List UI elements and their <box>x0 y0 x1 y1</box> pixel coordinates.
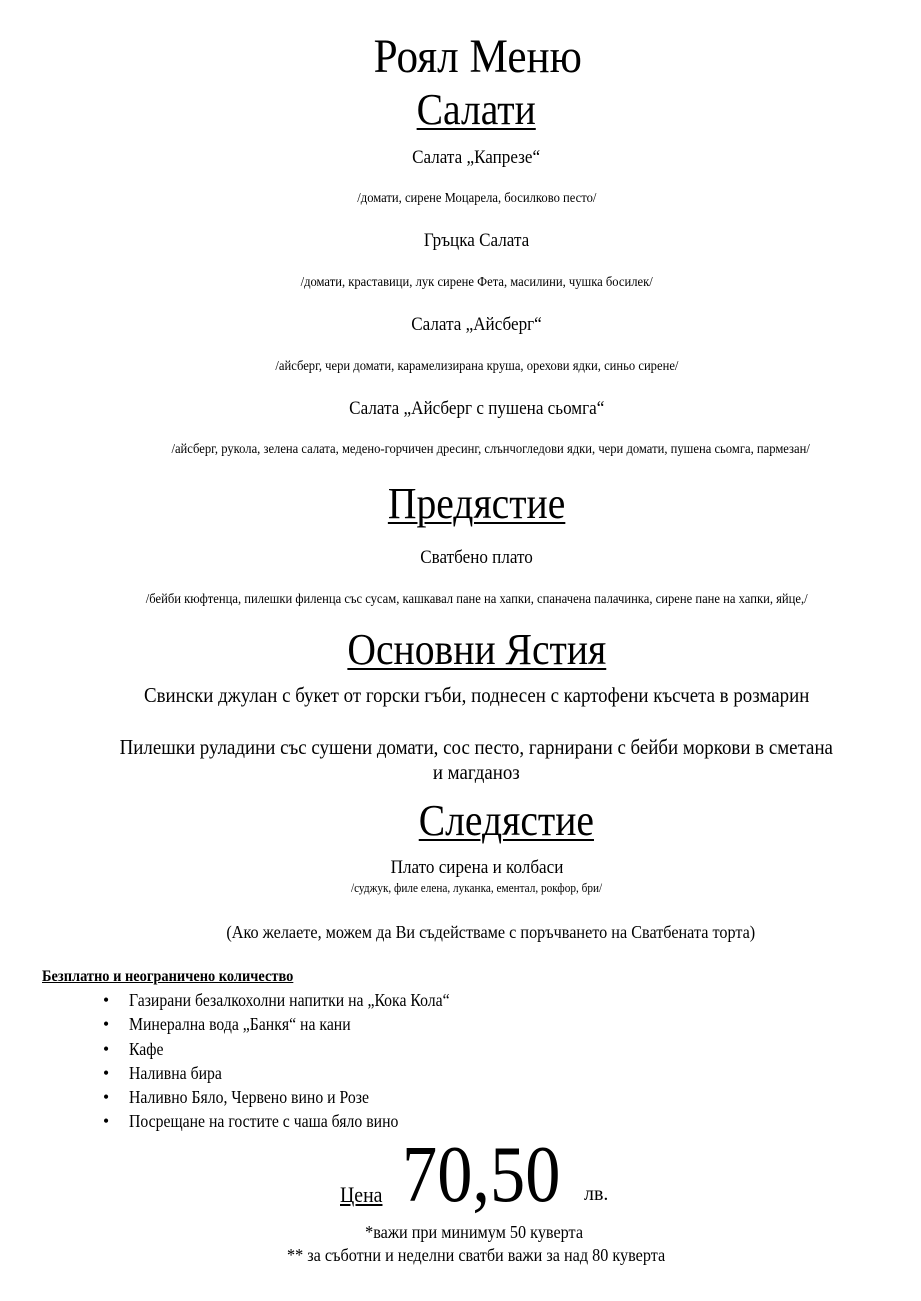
dish-name-continued: и магданоз <box>433 760 520 784</box>
section-heading-dessert: Следястие <box>418 796 595 845</box>
dish-ingredients: /домати, краставици, лук сирене Фета, масилини, чушка босилек/ <box>300 275 653 290</box>
bullet-icon: • <box>103 1014 110 1035</box>
dish-name: Салата „Айсберг“ <box>411 314 542 335</box>
section-heading-starter: Предястие <box>387 479 566 528</box>
dish-name: Свински джулан с букет от горски гъби, поднесен с картофени късчета в розмарин <box>143 683 810 707</box>
cake-note: (Ако желаете, можем да Ви съдействаме с поръчването на Сватбената торта) <box>226 922 755 942</box>
dish-name: Плато сирена и колбаси <box>390 857 563 878</box>
dish-ingredients: /айсберг, рукола, зелена салата, медено-горчичен дресинг, слънчогледови ядки, чери домати, пушена сьомга, пармезан/ <box>171 442 810 457</box>
dish-name: Салата „Капрезе“ <box>412 147 541 168</box>
dish-name: Гръцка Салата <box>423 230 530 251</box>
dish-name: Пилешки руладини със сушени домати, сос песто, гарнирани с бейби моркови в сметана <box>119 735 834 759</box>
section-heading-salads: Салати <box>416 85 537 134</box>
bullet-icon: • <box>103 1062 110 1083</box>
bullet-icon: • <box>103 1111 110 1132</box>
free-drinks-heading: Безплатно и неограничено количество <box>42 968 294 985</box>
dish-name: Сватбено плато <box>420 547 533 568</box>
dish-ingredients: /суджук, филе елена, луканка, ементал, рокфор, бри/ <box>350 881 603 895</box>
bullet-icon: • <box>103 990 110 1010</box>
price-label: Цена <box>340 1182 383 1207</box>
bullet-icon: • <box>103 1038 110 1059</box>
dish-name: Салата „Айсберг с пушена сьомга“ <box>348 398 605 419</box>
price-value: 70,50 <box>402 1131 561 1219</box>
bullet-icon: • <box>103 1087 110 1108</box>
dish-ingredients: /айсберг, чери домати, карамелизирана круша, орехови ядки, синьо сирене/ <box>274 359 679 374</box>
section-heading-mains: Основни Ястия <box>347 625 606 674</box>
price-currency: лв. <box>584 1183 609 1205</box>
menu-title: Роял Меню <box>373 30 582 83</box>
dish-ingredients: /бейби кюфтенца, пилешки филенца със сусам, кашкавал пане на хапки, спаначена палачинка, сирене пане на хапки, яйце,/ <box>145 592 808 607</box>
dish-ingredients: /домати, сирене Моцарела, босилково песто/ <box>356 191 597 206</box>
price-note-minimum: *важи при минимум 50 куверта <box>365 1222 584 1242</box>
price-note-weekend: ** за съботни и неделни сватби важи за над 80 куверта <box>287 1245 666 1265</box>
